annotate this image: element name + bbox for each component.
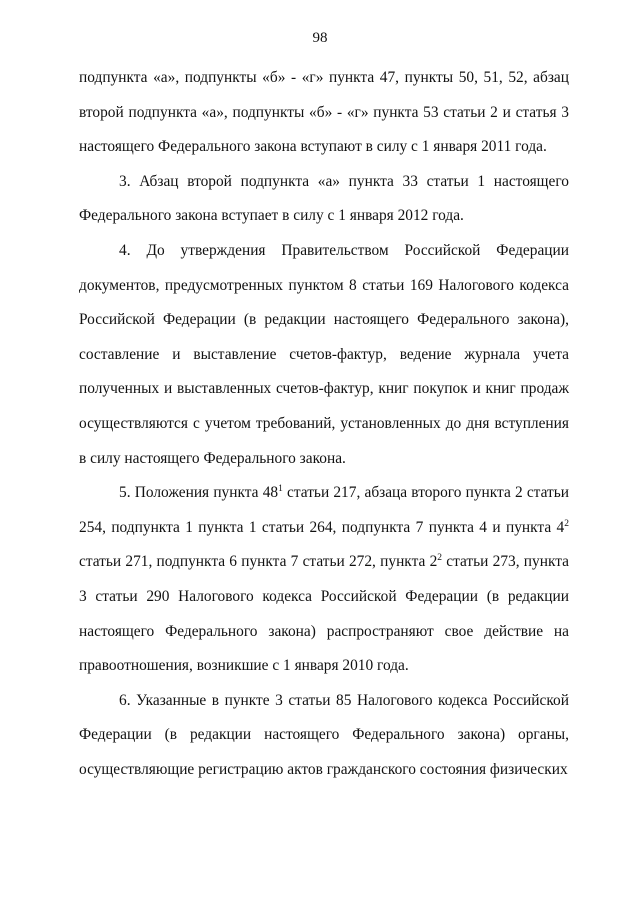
document-body [79,61,569,787]
paragraph-5-text: 5. Положения пункта 48 [119,484,279,502]
superscript: 2 [564,518,569,529]
paragraph-4: 4. До утверждения Правительством Российской Федерации документов, предусмотренных пунктом 8 статьи 169 Налогового кодекса Российской Федерации (в редакции настоящего Федерального закона), составление и выставление счетов-фактур, ведение журнала учета полученных и выставленных счетов-фактур, книг покупок и книг продаж осуществляются с учетом требований, установленных до дня вступления в силу настоящего Федерального закона. [79,241,569,467]
paragraph-5-text: статьи 273, пункта 3 статьи 290 Налогового кодекса Российской Федерации (в редакции настоящего Федерального закона) распространяют свое действие на правоотношения, возникшие с 1 января 2010 года. [79,553,569,675]
paragraph-continuation: подпункта «а», подпункты «б» - «г» пункта 47, пункты 50, 51, 52, абзац второй подпункта «а», подпункты «б» - «г» пункта 53 статьи 2 и статья 3 настоящего Федерального закона вступают в силу с 1 января 2011 года. [79,69,569,156]
paragraph-5-text: статьи 217, абзаца второго пункта 2 статьи 254, подпункта 1 пункта 1 статьи 264, подпункта 7 пункта 4 и пункта 4 [79,484,570,536]
paragraph-5 [79,476,569,684]
page-number: 98 [312,30,328,46]
superscript: 1 [278,484,283,495]
superscript: 2 [437,553,443,564]
paragraph-3: 3. Абзац второй подпункта «а» пункта 33 статьи 1 настоящего Федерального закона вступает в силу с 1 января 2012 года. [79,172,569,225]
paragraph-6: 6. Указанные в пункте 3 статьи 85 Налогового кодекса Российской Федерации (в редакции настоящего Федерального закона) органы, осуществляющие регистрацию актов гражданского состояния физических [79,691,569,778]
paragraph-5-text: статьи 271, подпункта 6 пункта 7 статьи 272, пункта 2 [79,553,438,571]
